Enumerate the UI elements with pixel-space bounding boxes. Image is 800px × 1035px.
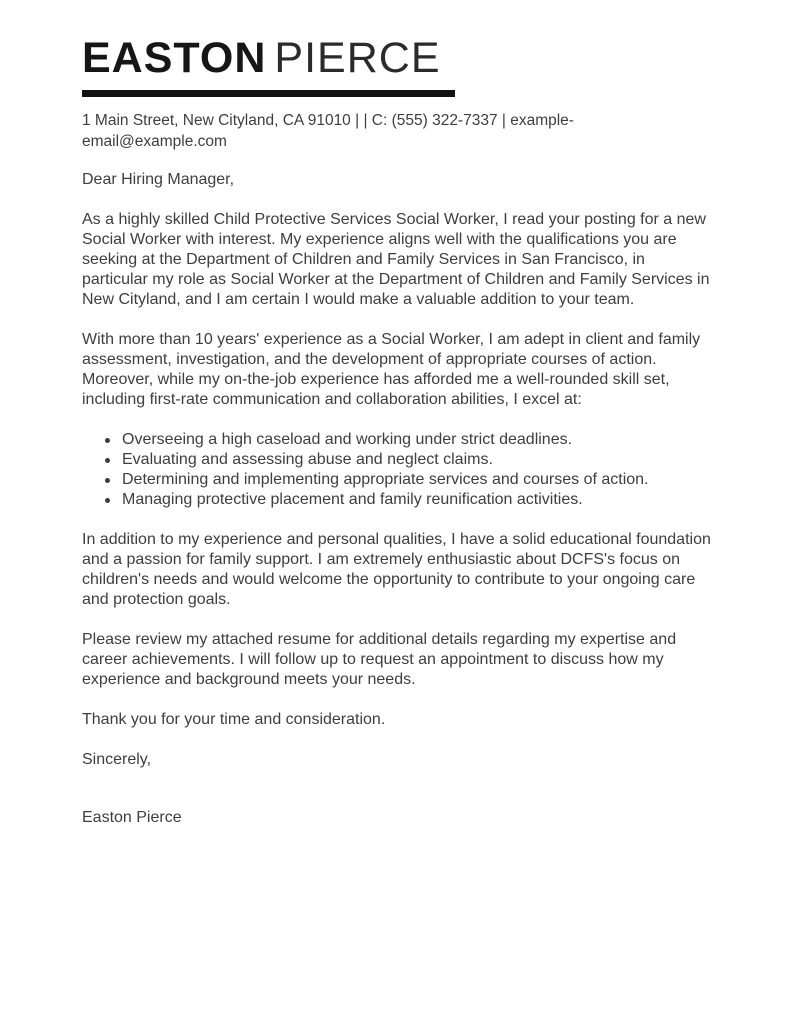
candidate-name [82, 36, 712, 81]
name-divider-rule [82, 90, 455, 97]
bullet-item: Determining and implementing appropriate services and courses of action. [122, 470, 712, 490]
paragraph-followup: Please review my attached resume for additional details regarding my expertise and career achievements. I will follow up to request an appointment to discuss how my experience and background meets your needs. [82, 631, 677, 689]
bullet-item: Managing protective placement and family reunification activities. [122, 490, 712, 510]
paragraph-intro: As a highly skilled Child Protective Services Social Worker, I read your posting for a new Social Worker with interest. My experience aligns well with the qualifications you are seeking at the Department of Children and Family Services in San Francisco, in particular my role as Social Worker at the Department of Children and Family Services in New Cityland, and I am certain I would make a valuable addition to your team. [82, 211, 710, 309]
signature: Easton Pierce [82, 809, 182, 827]
contact-line: 1 Main Street, New Cityland, CA 91010 | | C: (555) 322-7337 | example-email@example.com [82, 112, 574, 151]
skills-list [82, 430, 712, 510]
thanks-line: Thank you for your time and consideration. [82, 711, 386, 729]
salutation: Dear Hiring Manager, [82, 171, 235, 189]
paragraph-education: In addition to my experience and personal qualities, I have a solid educational foundation and a passion for family support. I am extremely enthusiastic about DCFS's focus on children's needs and would welcome the opportunity to contribute to your ongoing care and protection goals. [82, 531, 711, 609]
candidate-last-name: PIERCE [274, 34, 441, 82]
letter-body [82, 170, 712, 828]
paragraph-experience: With more than 10 years' experience as a Social Worker, I am adept in client and family assessment, investigation, and the development of appropriate courses of action. Moreover, while my on-the-job experience has afforded me a well-rounded skill set, including first-rate communication and collaboration abilities, I excel at: [82, 331, 701, 409]
bullet-item: Evaluating and assessing abuse and neglect claims. [122, 450, 712, 470]
candidate-first-name: EASTON [82, 34, 267, 82]
letterhead [82, 36, 712, 152]
closing: Sincerely, [82, 751, 152, 769]
bullet-item: Overseeing a high caseload and working under strict deadlines. [122, 430, 712, 450]
